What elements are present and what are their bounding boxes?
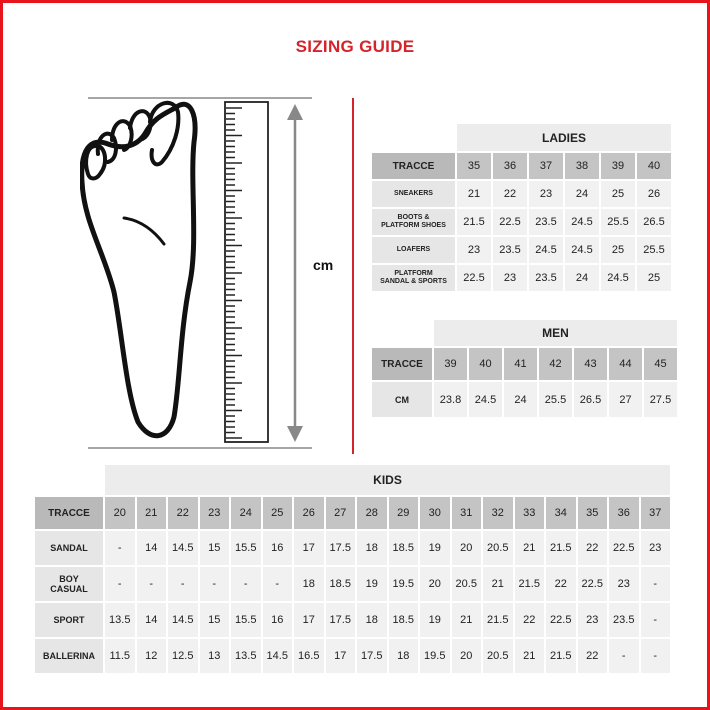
foot-arch-line	[124, 218, 164, 244]
table-cell: 22.5	[609, 531, 639, 565]
table-cell: 16	[263, 531, 293, 565]
table-cell: 26.5	[637, 209, 671, 235]
table-cell: 14	[137, 531, 167, 565]
label-line: PLATFORM	[394, 270, 433, 277]
kids-tracce-header: TRACCE	[35, 497, 103, 529]
table-cell: 24.5	[469, 382, 502, 417]
kids-size: 30	[420, 497, 450, 529]
table-row	[35, 567, 670, 601]
table-cell: 19	[420, 603, 450, 637]
table-cell: 22.5	[493, 209, 527, 235]
table-cell: 15.5	[231, 603, 261, 637]
kids-size: 28	[357, 497, 387, 529]
table-cell: 25.5	[637, 237, 671, 263]
men-tracce-header: TRACCE	[372, 348, 432, 380]
table-cell: 17.5	[357, 639, 387, 673]
table-cell: 22	[578, 531, 608, 565]
kids-title: KIDS	[105, 465, 670, 495]
table-cell: 22	[546, 567, 576, 601]
table-cell: 24	[504, 382, 537, 417]
table-cell: -	[231, 567, 261, 601]
label-line: BOOTS &	[397, 214, 430, 221]
table-cell: 25	[601, 181, 635, 207]
table-cell: -	[609, 639, 639, 673]
table-cell: 14.5	[168, 603, 198, 637]
kids-size: 36	[609, 497, 639, 529]
row-label-platform-sandal-sports	[372, 265, 455, 291]
table-cell: 21.5	[457, 209, 491, 235]
table-cell: 12.5	[168, 639, 198, 673]
table-cell: 19.5	[420, 639, 450, 673]
table-cell: 20	[452, 639, 482, 673]
men-size: 43	[574, 348, 607, 380]
label-line: BOY	[59, 574, 79, 584]
table-cell: 22.5	[546, 603, 576, 637]
label-line: CASUAL	[50, 584, 88, 594]
table-cell: 21	[452, 603, 482, 637]
row-label-sandal: SANDAL	[35, 531, 103, 565]
ladies-size: 36	[493, 153, 527, 179]
kids-size: 26	[294, 497, 324, 529]
table-cell: 23.5	[529, 265, 563, 291]
table-cell: 14.5	[168, 531, 198, 565]
row-label-boots-platform-shoes	[372, 209, 455, 235]
kids-size: 25	[263, 497, 293, 529]
men-blank-corner	[372, 320, 432, 346]
red-divider	[352, 98, 354, 454]
ladies-title: LADIES	[457, 124, 671, 151]
table-cell: 25.5	[539, 382, 572, 417]
men-size: 44	[609, 348, 642, 380]
table-cell: 21	[483, 567, 513, 601]
table-cell: 19	[420, 531, 450, 565]
table-cell: -	[200, 567, 230, 601]
row-label-sport: SPORT	[35, 603, 103, 637]
kids-size: 23	[200, 497, 230, 529]
table-cell: 11.5	[105, 639, 135, 673]
table-cell: 15	[200, 603, 230, 637]
table-cell: -	[105, 567, 135, 601]
table-cell: 12	[137, 639, 167, 673]
table-cell: 21.5	[546, 639, 576, 673]
men-size: 41	[504, 348, 537, 380]
ruler-icon	[225, 102, 268, 442]
men-size: 45	[644, 348, 677, 380]
table-cell: 13.5	[231, 639, 261, 673]
table-cell: 23.8	[434, 382, 467, 417]
label-line: PLATFORM SHOES	[381, 222, 446, 229]
table-cell: 18	[389, 639, 419, 673]
table-cell: 24.5	[565, 209, 599, 235]
table-cell: 18.5	[389, 531, 419, 565]
table-row	[372, 181, 671, 207]
table-cell: 13	[200, 639, 230, 673]
table-cell: 14	[137, 603, 167, 637]
table-cell: 22	[493, 181, 527, 207]
kids-size: 32	[483, 497, 513, 529]
table-row	[372, 237, 671, 263]
table-cell: 19	[357, 567, 387, 601]
table-cell: 25.5	[601, 209, 635, 235]
label-line: SANDAL & SPORTS	[380, 278, 447, 285]
table-cell: 23	[529, 181, 563, 207]
table-cell: 25	[637, 265, 671, 291]
men-size-table	[370, 318, 679, 419]
table-cell: 23	[609, 567, 639, 601]
table-cell: 14.5	[263, 639, 293, 673]
table-cell: 23	[457, 237, 491, 263]
table-cell: 21	[457, 181, 491, 207]
page-title: SIZING GUIDE	[295, 37, 415, 56]
table-cell: 20	[452, 531, 482, 565]
ladies-tracce-header: TRACCE	[372, 153, 455, 179]
table-cell: 22.5	[578, 567, 608, 601]
row-label-sneakers: SNEAKERS	[372, 181, 455, 207]
table-cell: 13.5	[105, 603, 135, 637]
men-size: 40	[469, 348, 502, 380]
table-cell: 22.5	[457, 265, 491, 291]
table-cell: 24	[565, 265, 599, 291]
kids-size: 22	[168, 497, 198, 529]
table-cell: 24.5	[565, 237, 599, 263]
table-cell: 25	[601, 237, 635, 263]
table-cell: 21.5	[546, 531, 576, 565]
table-row	[372, 265, 671, 291]
table-cell: -	[105, 531, 135, 565]
kids-size: 31	[452, 497, 482, 529]
table-cell: 27.5	[644, 382, 677, 417]
kids-size: 29	[389, 497, 419, 529]
row-label-loafers: LOAFERS	[372, 237, 455, 263]
kids-size: 20	[105, 497, 135, 529]
table-cell: 23	[578, 603, 608, 637]
table-cell: 23.5	[529, 209, 563, 235]
ladies-size: 40	[637, 153, 671, 179]
table-cell: 23	[493, 265, 527, 291]
table-cell: 16	[263, 603, 293, 637]
ladies-size: 37	[529, 153, 563, 179]
kids-size-table	[33, 463, 672, 675]
table-cell: 26.5	[574, 382, 607, 417]
kids-size: 34	[546, 497, 576, 529]
table-cell: 27	[609, 382, 642, 417]
foot-measurement-illustration	[80, 92, 355, 454]
table-cell: 17.5	[326, 531, 356, 565]
ladies-size-table	[370, 122, 673, 293]
table-cell: 18.5	[326, 567, 356, 601]
table-cell: 16.5	[294, 639, 324, 673]
arrow-up-icon	[287, 104, 303, 120]
table-cell: 18	[357, 603, 387, 637]
men-size: 42	[539, 348, 572, 380]
ladies-size: 39	[601, 153, 635, 179]
table-cell: 18.5	[389, 603, 419, 637]
table-cell: 23.5	[609, 603, 639, 637]
table-cell: 20	[420, 567, 450, 601]
kids-size: 35	[578, 497, 608, 529]
table-row	[35, 603, 670, 637]
table-cell: 17	[294, 531, 324, 565]
ladies-size: 35	[457, 153, 491, 179]
table-cell: 21.5	[483, 603, 513, 637]
table-cell: -	[137, 567, 167, 601]
table-cell: 15	[200, 531, 230, 565]
arrow-down-icon	[287, 426, 303, 442]
row-label-boy-casual	[35, 567, 103, 601]
table-row	[35, 639, 670, 673]
ladies-size: 38	[565, 153, 599, 179]
table-cell: -	[263, 567, 293, 601]
table-cell: 24.5	[601, 265, 635, 291]
table-cell: 22	[515, 603, 545, 637]
men-size: 39	[434, 348, 467, 380]
table-cell: 24	[565, 181, 599, 207]
table-cell: 18	[357, 531, 387, 565]
kids-size: 37	[641, 497, 671, 529]
row-label-cm: CM	[372, 382, 432, 417]
table-cell: 20.5	[483, 639, 513, 673]
table-cell: -	[641, 603, 671, 637]
table-cell: 20.5	[452, 567, 482, 601]
table-cell: 23	[641, 531, 671, 565]
men-title: MEN	[434, 320, 677, 346]
cm-label: cm	[313, 257, 334, 273]
table-row	[372, 209, 671, 235]
table-cell: 17	[294, 603, 324, 637]
table-cell: 24.5	[529, 237, 563, 263]
table-cell: 15.5	[231, 531, 261, 565]
row-label-ballerina: BALLERINA	[35, 639, 103, 673]
table-cell: 26	[637, 181, 671, 207]
table-cell: 19.5	[389, 567, 419, 601]
table-cell: 21	[515, 639, 545, 673]
table-cell: 21	[515, 531, 545, 565]
table-cell: 23.5	[493, 237, 527, 263]
table-cell: 20.5	[483, 531, 513, 565]
table-cell: 21.5	[515, 567, 545, 601]
foot-icon	[82, 103, 195, 436]
table-cell: 22	[578, 639, 608, 673]
table-row	[372, 382, 677, 417]
table-cell: -	[641, 567, 671, 601]
kids-size: 24	[231, 497, 261, 529]
kids-size: 27	[326, 497, 356, 529]
table-row	[35, 531, 670, 565]
kids-blank-corner	[35, 465, 103, 495]
ladies-blank-corner	[372, 124, 455, 151]
kids-size: 33	[515, 497, 545, 529]
table-cell: 18	[294, 567, 324, 601]
table-cell: 17.5	[326, 603, 356, 637]
table-cell: -	[641, 639, 671, 673]
table-cell: -	[168, 567, 198, 601]
kids-size: 21	[137, 497, 167, 529]
table-cell: 17	[326, 639, 356, 673]
